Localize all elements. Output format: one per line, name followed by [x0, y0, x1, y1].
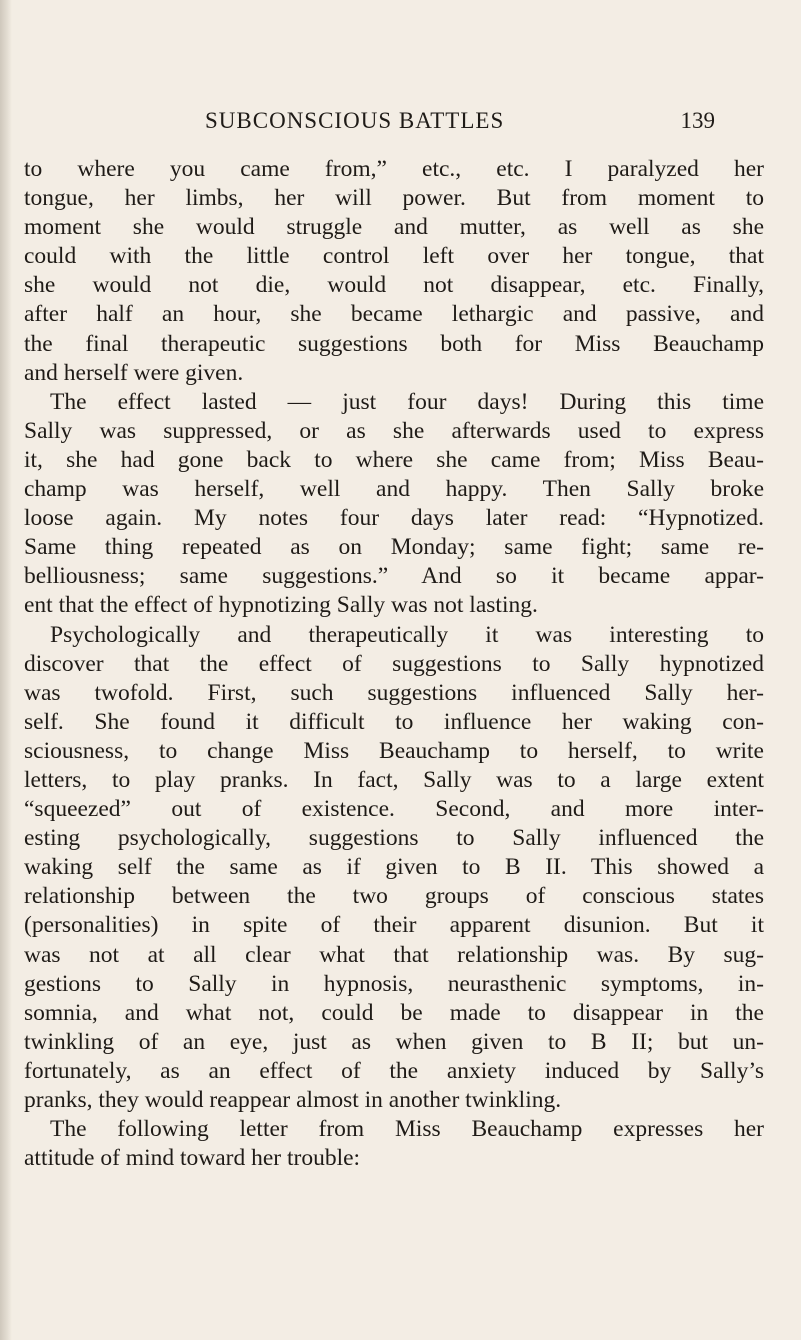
text-line: pranks, they would reappear almost in another twinkling. — [24, 1087, 562, 1113]
text-line: the final therapeutic suggestions both for Miss Beauchamp — [24, 330, 764, 357]
text-line: it, she had gone back to where she came from; Miss Beau- — [24, 446, 764, 473]
text-line: and herself were given. — [24, 359, 244, 386]
text-line: sciousness, to change Miss Beauchamp to herself, to write — [24, 737, 764, 764]
text-line: waking self the same as if given to B II. This showed a — [24, 854, 764, 881]
paragraph-first-line: The effect lasted — just four days! During this time — [50, 388, 764, 415]
text-line: self. She found it difficult to influence her waking con- — [24, 708, 764, 735]
page-header — [0, 108, 801, 138]
text-line: she would not die, would not disappear, etc. Finally, — [24, 272, 764, 299]
text-line: letters, to play pranks. In fact, Sally was to a large extent — [24, 766, 764, 793]
text-line: tongue, her limbs, her will power. But from moment to — [24, 185, 764, 212]
text-line: gestions to Sally in hypnosis, neurasthenic symptoms, in- — [24, 970, 764, 997]
text-line: champ was herself, well and happy. Then Sally broke — [24, 476, 764, 503]
text-line: to where you came from,” etc., etc. I paralyzed her — [24, 156, 764, 182]
text-line: belliousness; same suggestions.” And so it became appar- — [24, 563, 764, 590]
text-line: was not at all clear what that relationship was. By sug- — [24, 941, 764, 968]
text-line: fortunately, as an effect of the anxiety induced by Sally’s — [24, 1057, 764, 1084]
text-line: ent that the effect of hypnotizing Sally was not lasting. — [24, 592, 538, 619]
paragraph-first-line: The following letter from Miss Beauchamp expresses her — [50, 1116, 764, 1143]
page-number: 139 — [680, 108, 715, 133]
paragraph-first-line: Psychologically and therapeutically it was interesting to — [50, 621, 764, 648]
text-line: moment she would struggle and mutter, as well as she — [24, 214, 764, 241]
text-line: could with the little control left over her tongue, that — [24, 243, 764, 270]
running-head: SUBCONSCIOUS BATTLES — [205, 108, 505, 133]
text-line: attitude of mind toward her trouble: — [24, 1145, 361, 1172]
text-line: was twofold. First, such suggestions influenced Sally her- — [24, 679, 764, 706]
text-line: relationship between the two groups of conscious states — [24, 883, 764, 910]
body-text — [24, 155, 764, 1173]
text-line: (personalities) in spite of their apparent disunion. But it — [24, 912, 764, 939]
text-line: twinkling of an eye, just as when given to B II; but un- — [24, 1028, 764, 1055]
text-line: Same thing repeated as on Monday; same fight; same re- — [24, 534, 764, 561]
text-line: loose again. My notes four days later read: “Hypnotized. — [24, 505, 764, 532]
text-line: Sally was suppressed, or as she afterwards used to express — [24, 417, 764, 444]
text-line: after half an hour, she became lethargic and passive, and — [24, 301, 764, 328]
text-line: “squeezed” out of existence. Second, and more inter- — [24, 796, 764, 823]
text-line: esting psychologically, suggestions to Sally influenced the — [24, 825, 764, 852]
text-line: somnia, and what not, could be made to disappear in the — [24, 999, 764, 1026]
page-gutter-shadow — [0, 0, 12, 1340]
text-line: discover that the effect of suggestions to Sally hypnotized — [24, 650, 764, 677]
